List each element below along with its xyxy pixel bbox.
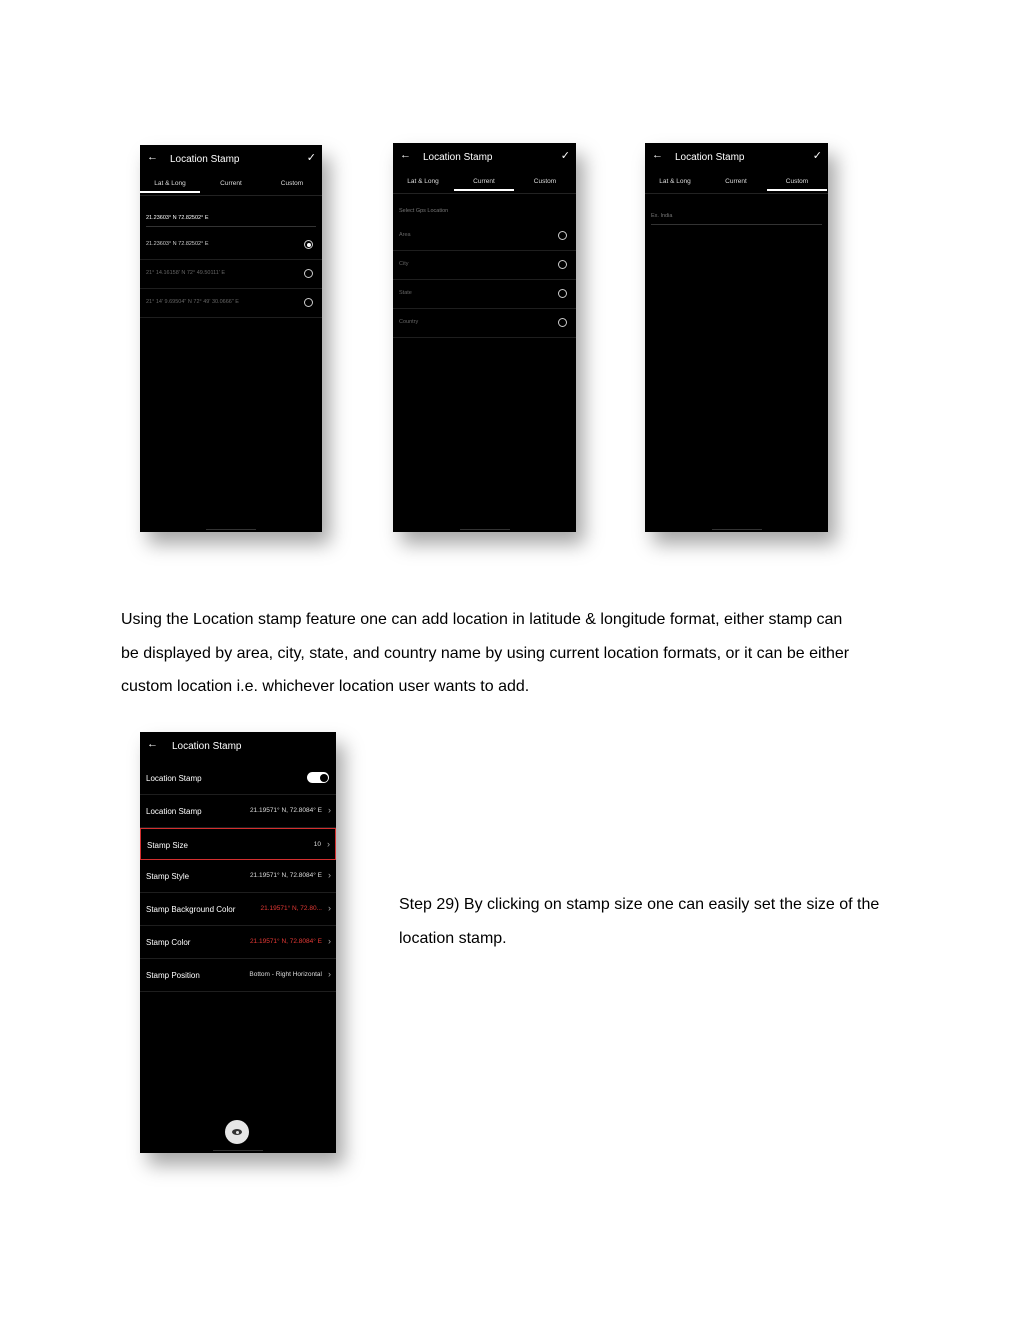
option-label: City — [399, 261, 409, 267]
tab-lat-long[interactable]: Lat & Long — [659, 178, 691, 185]
app-header — [645, 143, 828, 173]
radio-icon[interactable] — [558, 289, 567, 298]
tab-custom[interactable]: Custom — [533, 178, 557, 185]
option-row[interactable] — [393, 222, 576, 251]
tab-current[interactable]: Current — [725, 178, 747, 185]
paragraph-line: Using the Location stamp feature one can add location in latitude & longitude format, either stamp can — [121, 611, 843, 628]
tab-bar — [140, 175, 322, 196]
screenshot-current — [393, 143, 576, 532]
preview-button[interactable] — [225, 1120, 249, 1144]
custom-location-placeholder: Ex. India — [651, 213, 673, 219]
chevron-right-icon: › — [328, 870, 331, 880]
setting-label: Stamp Size — [147, 841, 188, 850]
setting-row-stamp-style[interactable] — [140, 860, 336, 893]
screenshot-lat-long — [140, 145, 322, 532]
check-icon[interactable]: ✓ — [812, 150, 822, 162]
home-indicator — [213, 1150, 263, 1151]
option-row[interactable] — [140, 289, 322, 318]
home-indicator — [460, 529, 510, 530]
app-header — [393, 143, 576, 173]
back-arrow-icon[interactable]: ← — [147, 738, 158, 750]
radio-icon[interactable] — [558, 318, 567, 327]
option-row[interactable] — [393, 251, 576, 280]
toggle-switch[interactable] — [307, 772, 329, 783]
location-stamp-toggle-row[interactable] — [140, 762, 336, 795]
setting-label: Stamp Background Color — [146, 905, 236, 914]
option-row[interactable] — [140, 260, 322, 289]
tab-bar — [645, 173, 828, 194]
chevron-right-icon: › — [328, 936, 331, 946]
tab-custom[interactable]: Custom — [280, 180, 304, 187]
select-gps-label: Select Gps Location — [399, 208, 449, 214]
home-indicator — [206, 529, 256, 530]
page-title: Location Stamp — [423, 152, 493, 163]
paragraph-line: location stamp. — [399, 930, 507, 947]
check-icon[interactable]: ✓ — [560, 150, 570, 162]
radio-selected-icon[interactable] — [304, 240, 313, 249]
radio-icon[interactable] — [304, 269, 313, 278]
paragraph-line: Step 29) By clicking on stamp size one can easily set the size of the — [399, 896, 880, 913]
chevron-right-icon: › — [328, 805, 331, 815]
lat-long-input[interactable] — [146, 210, 316, 227]
step-paragraph — [399, 888, 919, 956]
tab-bar — [393, 173, 576, 194]
eye-icon — [232, 1129, 242, 1135]
setting-value: Bottom - Right Horizontal — [249, 971, 322, 978]
setting-value: 21.19571° N, 72.8084° E — [249, 938, 322, 945]
setting-row-location-stamp[interactable] — [140, 795, 336, 828]
option-row[interactable] — [393, 280, 576, 309]
back-arrow-icon[interactable]: ← — [400, 149, 411, 161]
tab-lat-long[interactable]: Lat & Long — [140, 180, 200, 187]
chevron-right-icon: › — [327, 839, 330, 849]
back-arrow-icon[interactable]: ← — [147, 151, 158, 163]
description-paragraph — [121, 603, 921, 704]
radio-icon[interactable] — [558, 231, 567, 240]
setting-row-stamp-size[interactable] — [140, 828, 336, 860]
tab-lat-long[interactable]: Lat & Long — [407, 178, 439, 185]
option-label: Country — [399, 319, 419, 325]
app-header — [140, 732, 336, 762]
page-title: Location Stamp — [170, 154, 240, 165]
setting-row-stamp-position[interactable] — [140, 959, 336, 992]
home-indicator — [712, 529, 762, 530]
lat-long-input-value: 21.23603° N 72.82502° E — [146, 215, 209, 221]
radio-icon[interactable] — [304, 298, 313, 307]
setting-label: Stamp Style — [146, 872, 190, 881]
option-label: State — [399, 290, 412, 296]
setting-label: Location Stamp — [146, 807, 202, 816]
custom-location-input[interactable] — [651, 208, 822, 225]
page-title: Location Stamp — [172, 741, 242, 752]
chevron-right-icon: › — [328, 903, 331, 913]
toggle-label: Location Stamp — [146, 774, 202, 783]
back-arrow-icon[interactable]: ← — [652, 149, 663, 161]
tab-custom[interactable]: Custom — [767, 178, 827, 185]
setting-value: 21.19571° N, 72.8084° E — [249, 872, 322, 879]
page-title: Location Stamp — [675, 152, 745, 163]
paragraph-line: custom location i.e. whichever location user wants to add. — [121, 678, 530, 695]
tab-current[interactable]: Current — [220, 180, 242, 187]
setting-row-stamp-background-color[interactable] — [140, 893, 336, 926]
option-label: Area — [399, 232, 411, 238]
option-label: 21° 14.16158' N 72° 49.50111' E — [146, 270, 226, 276]
option-row[interactable] — [140, 231, 322, 260]
screenshot-custom — [645, 143, 828, 532]
screenshot-settings — [140, 732, 336, 1153]
setting-label: Stamp Color — [146, 938, 191, 947]
radio-icon[interactable] — [558, 260, 567, 269]
option-label: 21.23603° N 72.82502° E — [146, 241, 209, 247]
option-label: 21° 14' 9.69504" N 72° 49' 30.0666" E — [146, 299, 239, 305]
setting-row-stamp-color[interactable] — [140, 926, 336, 959]
setting-value: 21.19571° N, 72.8084° E — [249, 807, 322, 814]
paragraph-line: be displayed by area, city, state, and country name by using current location formats, or it can be either — [121, 644, 850, 662]
app-header — [140, 145, 322, 175]
setting-value: 21.19571° N, 72.80... — [260, 905, 322, 912]
option-row[interactable] — [393, 309, 576, 338]
setting-label: Stamp Position — [146, 971, 200, 980]
tab-current[interactable]: Current — [454, 178, 514, 185]
chevron-right-icon: › — [328, 969, 331, 979]
check-icon[interactable]: ✓ — [306, 152, 316, 164]
setting-value: 10 — [313, 841, 321, 848]
